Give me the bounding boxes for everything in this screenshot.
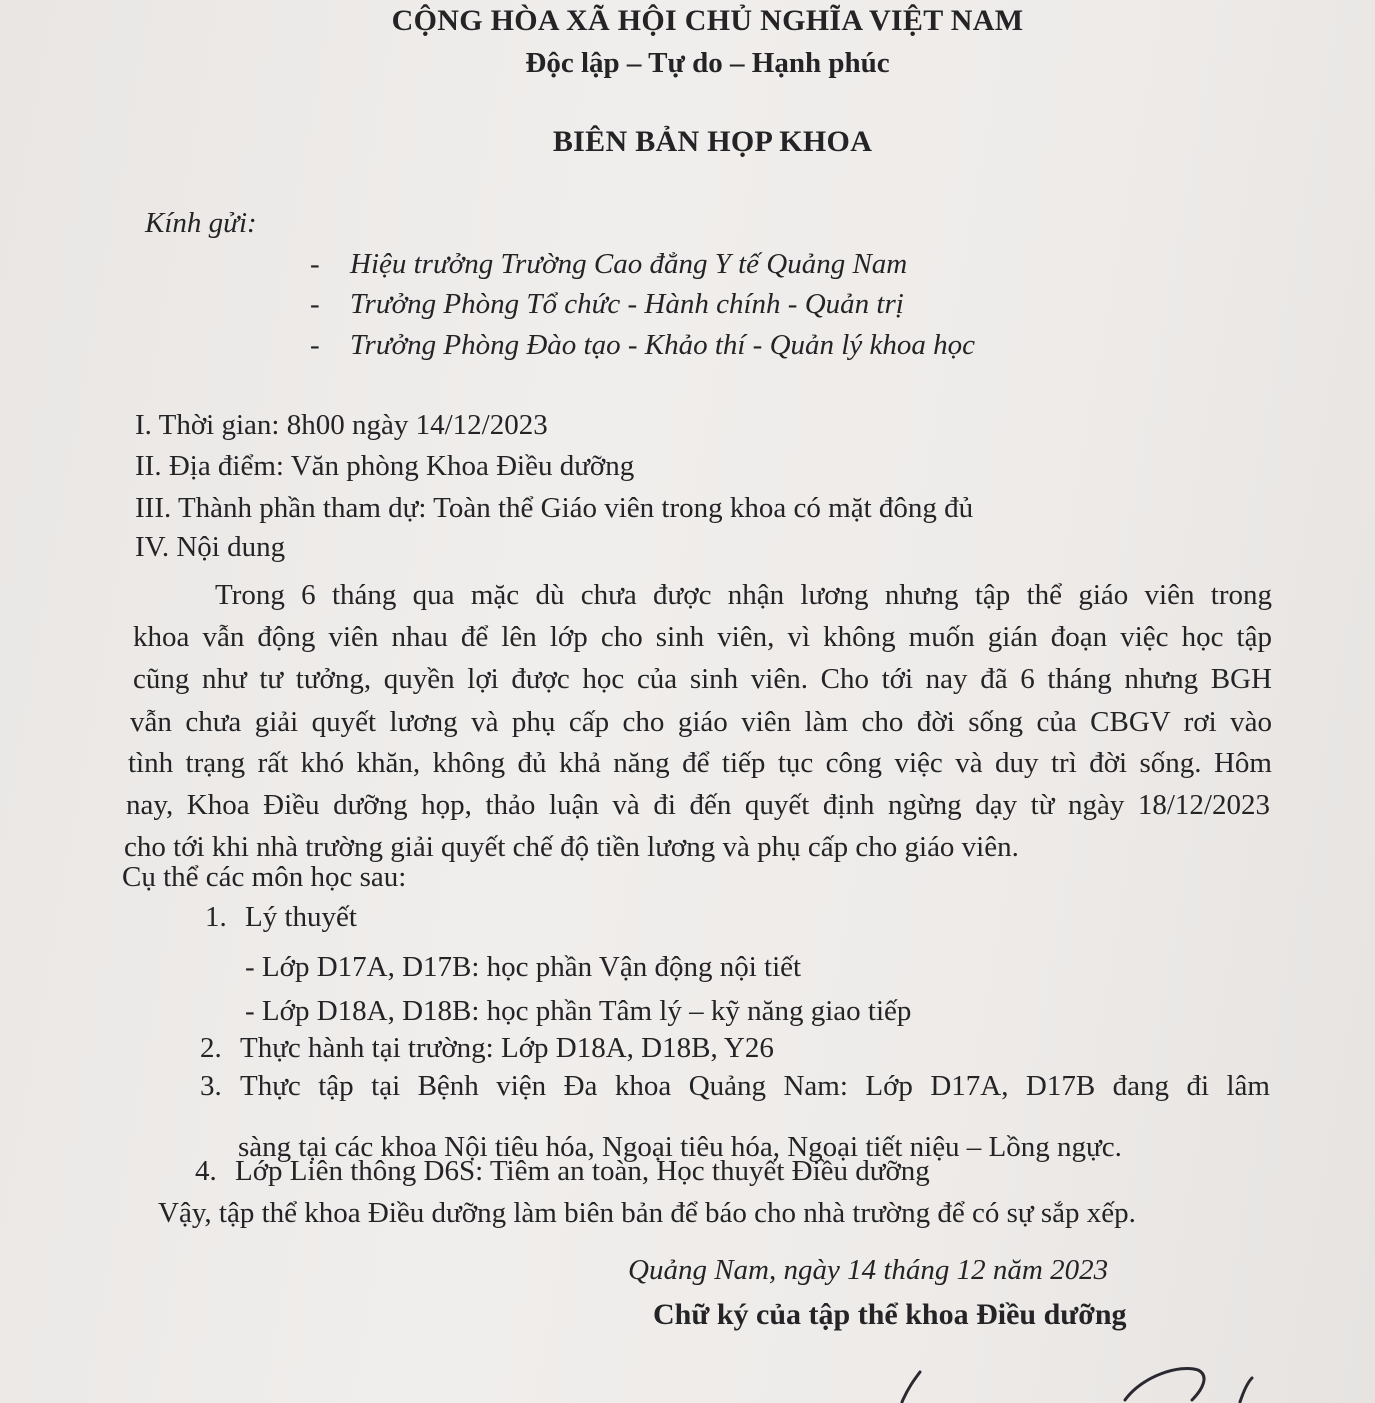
recipient-dash: - bbox=[310, 248, 320, 280]
list-number: 4. bbox=[195, 1155, 217, 1187]
list-item-text: Thực tập tại Bệnh viện Đa khoa Quảng Nam: Lớp D17A, D17B đang đi lâm bbox=[240, 1070, 1270, 1102]
body-line: khoa vẫn động viên nhau để lên lớp cho sinh viên, vì không muốn gián đoạn việc học tập bbox=[133, 621, 1272, 653]
section-place: II. Địa điểm: Văn phòng Khoa Điều dưỡng bbox=[135, 450, 635, 482]
list-item-practice bbox=[200, 1031, 774, 1065]
recipient-line bbox=[310, 247, 907, 281]
list-subitem: - Lớp D17A, D17B: học phần Vận động nội tiết bbox=[245, 951, 802, 983]
national-title: CỘNG HÒA XÃ HỘI CHỦ NGHĨA VIỆT NAM bbox=[391, 4, 1024, 37]
body-line: vẫn chưa giải quyết lương và phụ cấp cho giáo viên làm cho đời sống của CBGV rơi vào bbox=[130, 706, 1272, 738]
list-item-internship bbox=[200, 1069, 1270, 1103]
conclusion: Vậy, tập thể khoa Điều dưỡng làm biên bản để báo cho nhà trường để có sự sắp xếp. bbox=[158, 1197, 1136, 1229]
greeting: Kính gửi: bbox=[145, 207, 257, 239]
list-number: 1. bbox=[205, 901, 227, 933]
recipient-line bbox=[310, 328, 975, 362]
signature-title: Chữ ký của tập thể khoa Điều dưỡng bbox=[653, 1298, 1127, 1331]
body-line: Trong 6 tháng qua mặc dù chưa được nhận lương nhưng tập thể giáo viên trong bbox=[215, 579, 1272, 611]
body-line: tình trạng rất khó khăn, không đủ khả năng để tiếp tục công việc và duy trì đời sống. Hôm bbox=[128, 747, 1272, 779]
subjects-intro: Cụ thể các môn học sau: bbox=[122, 861, 407, 893]
recipient-name: Trưởng Phòng Tổ chức - Hành chính - Quản trị bbox=[350, 288, 904, 320]
list-number: 3. bbox=[200, 1070, 222, 1102]
recipient-dash: - bbox=[310, 329, 320, 361]
recipient-line bbox=[310, 287, 904, 321]
list-item-text: Thực hành tại trường: Lớp D18A, D18B, Y26 bbox=[240, 1032, 774, 1064]
list-number: 2. bbox=[200, 1032, 222, 1064]
recipient-name: Trưởng Phòng Đào tạo - Khảo thí - Quản lý khoa học bbox=[350, 329, 975, 361]
list-item-theory bbox=[205, 900, 357, 934]
section-content-heading: IV. Nội dung bbox=[135, 531, 286, 563]
recipient-dash: - bbox=[310, 288, 320, 320]
handwritten-signature-marks bbox=[880, 1320, 1280, 1403]
section-time: I. Thời gian: 8h00 ngày 14/12/2023 bbox=[135, 409, 548, 441]
document-title: BIÊN BẢN HỌP KHOA bbox=[552, 125, 873, 158]
body-line: cho tới khi nhà trường giải quyết chế độ tiền lương và phụ cấp cho giáo viên. bbox=[124, 831, 1019, 863]
list-item-continuation: sàng tại các khoa Nội tiêu hóa, Ngoại tiêu hóa, Ngoại tiết niệu – Lồng ngực. bbox=[238, 1131, 1122, 1163]
motto: Độc lập – Tự do – Hạnh phúc bbox=[525, 47, 890, 79]
section-attendees: III. Thành phần tham dự: Toàn thể Giáo viên trong khoa có mặt đông đủ bbox=[135, 492, 974, 524]
list-item-transfer bbox=[195, 1154, 930, 1188]
body-line: cũng như tư tưởng, quyền lợi được học của sinh viên. Cho tới nay đã 6 tháng nhưng BGH bbox=[133, 663, 1272, 695]
list-subitem: - Lớp D18A, D18B: học phần Tâm lý – kỹ năng giao tiếp bbox=[245, 995, 912, 1027]
list-item-text: Lý thuyết bbox=[245, 901, 357, 933]
list-item-text: Lớp Liên thông D6S: Tiêm an toàn, Học thuyết Điều dưỡng bbox=[235, 1155, 930, 1187]
body-line: nay, Khoa Điều dưỡng họp, thảo luận và đi đến quyết định ngừng dạy từ ngày 18/12/2023 bbox=[126, 789, 1270, 821]
recipient-name: Hiệu trưởng Trường Cao đẳng Y tế Quảng Nam bbox=[350, 248, 908, 280]
place-date: Quảng Nam, ngày 14 tháng 12 năm 2023 bbox=[628, 1254, 1109, 1286]
